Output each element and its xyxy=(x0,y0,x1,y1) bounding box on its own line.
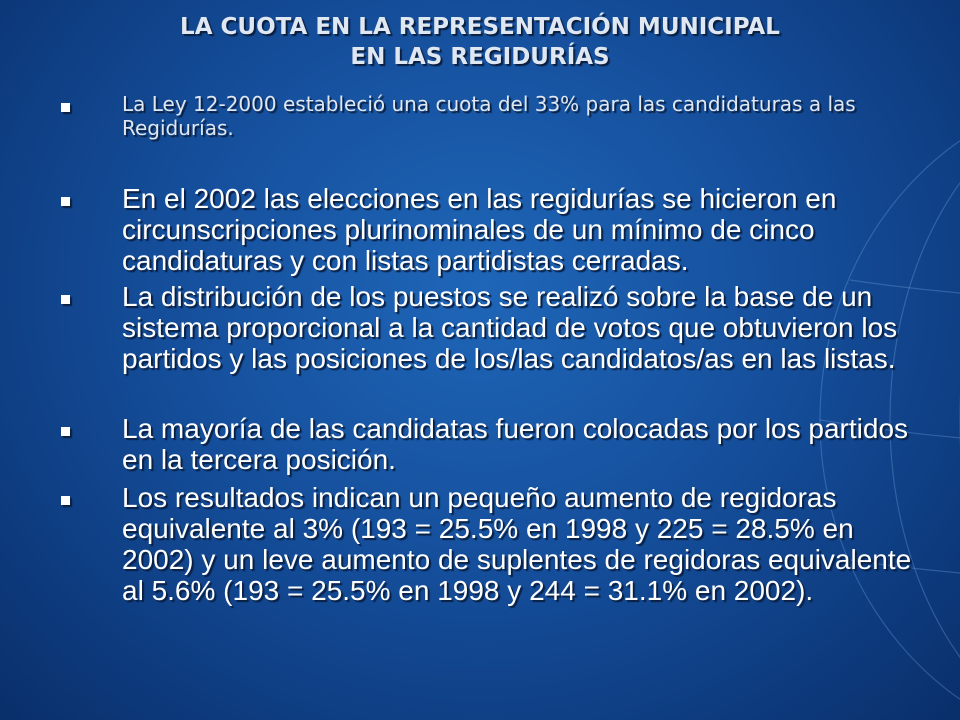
bullet-text-2: En el 2002 las elecciones en las regidurías se hicieron en circunscripciones plurinominales de un mínimo de cinco candidaturas y con listas partidistas cerradas. xyxy=(122,183,837,276)
bullet-text-5: Los resultados indican un pequeño aumento de regidoras equivalente al 3% (193 = 25.5% en 1998 y 225 = 28.5% en 2002) y un leve aumento de suplentes de regidoras equivalente al 5.6% (193 = 25.5% en 1998 y 244 = 31.1% en 2002). xyxy=(122,482,912,606)
bullet-text-3: La distribución de los puestos se realizó sobre la base de un sistema proporcional a la cantidad de votos que obtuvieron los partidos y las posiciones de los/las candidatos/as en las listas. xyxy=(122,281,898,374)
slide-title xyxy=(0,12,960,72)
square-bullet-icon xyxy=(61,295,70,304)
slide-title-line-1: LA CUOTA EN LA REPRESENTACIÓN MUNICIPAL xyxy=(180,14,780,40)
square-bullet-icon xyxy=(61,496,70,505)
slide-title-line-2: EN LAS REGIDURÍAS xyxy=(350,44,610,70)
bullet-text-4: La mayoría de las candidatas fueron colocadas por los partidos en la tercera posición. xyxy=(122,413,909,475)
square-bullet-icon xyxy=(61,197,70,206)
square-bullet-icon xyxy=(61,103,70,112)
square-bullet-icon xyxy=(61,427,70,436)
bullet-text-1: La Ley 12-2000 estableció una cuota del 33% para las candidaturas a las Regidurías. xyxy=(122,92,856,140)
